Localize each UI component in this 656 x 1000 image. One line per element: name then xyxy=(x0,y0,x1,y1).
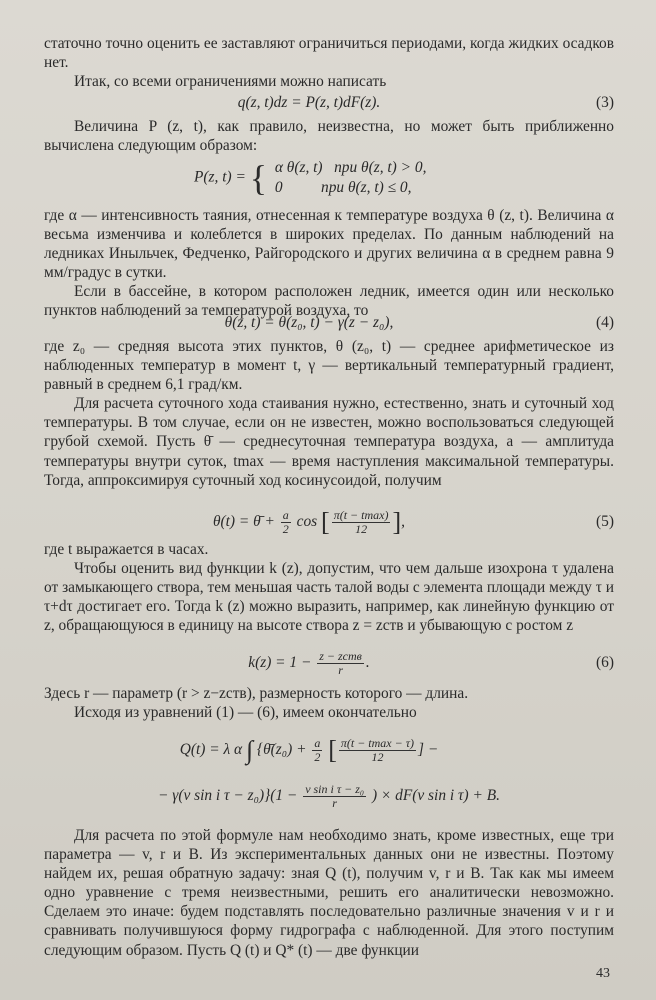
paragraph-12: Для расчета по этой формуле нам необходимо знать, кроме известных, еще три параметра — v, r и B. Из экспериментальных данных они не известны. Поэтому найдем их, решая обратную задачу: зная Q (t), получим v, r и B. Так как мы имеем одно уравнение с тремя неизвестными, решить его аналитически невозможно. Сделаем это иначе: будем подставлять последовательно различные значения v и r и сравнивать получившуюся форму гидрографа с наблюденной. Для этого поступим следующим образом. Пусть Q (t) и Q* (t) — две функции xyxy=(44,827,614,959)
page-number: 43 xyxy=(596,966,610,981)
paragraph-10: Здесь r — параметр (r > z−zств), размерность которого — длина. Исходя из уравнений (1) — (6), имеем окончательно xyxy=(44,685,469,722)
equation-3: q(z, t)dz = P(z, t)dF(z). (3) xyxy=(237,94,614,111)
equation-4: θ(z, t) = θ(z₀, t) − γ(z − z₀), (4) xyxy=(224,314,614,331)
equation-Q-line-2: − γ(v sin i τ − z₀)}(1 − $\frac{\text{v sin i τ − z₀}}{r}$ ) × dF(v sin i τ) + B. xyxy=(158,781,500,810)
paragraph-8: где t выражается в часах. Чтобы оценить вид функции k (z), допустим, что чем дальше изохрона τ удалена от замыкающего створа, тем меньшая часть талой воды с элемента площади между τ и τ+dτ достигает его. Тогда k (z) можно выразить, например, как линейную функцию от z, обращающуюся в единицу на высоте створа z = zств и убывающую с ростом z xyxy=(44,541,614,635)
paragraph-3: Величина P (z, t), как правило, неизвестна, но может быть приближенно вычислена следующим образом: xyxy=(44,118,614,155)
equation-6: k(z) = 1 − $\frac{\text{z − zств}}{r}$ . (6) xyxy=(248,648,614,677)
equation-P: P(z, t) = { α θ(z, t) при θ(z, t) > 0, 0 при θ(z, t) ≤ 0, xyxy=(194,158,427,198)
paragraph-1: статочно точно оценить ее заставляют ограничиться периодами, когда жидких осадков нет. Итак, со всеми ограничениями можно написать xyxy=(44,35,614,91)
equation-Q-line-1: Q(t) = λ α ∫ {θ̄(z₀) + $\frac{a}{2}$ [ $\frac{\pi(t - tmax - \tau)}{12}$ ] − xyxy=(179,735,439,765)
equation-5: θ(t) = θ̄ + $\frac{a}{2}$ cos [ $\frac{\pi(t - tmax)}{12}$ ], (5) xyxy=(212,507,614,537)
paragraph-6: где z₀ — средняя высота этих пунктов, θ (z₀, t) — среднее арифметическое из наблюденных температур в момент t, γ — вертикальный температурный градиент, равный в среднем 6,1 град/км. Для расчета суточного хода стаивания нужно, естественно, знать и суточный ход температуры. В том случае, если он не известен, можно воспользоваться следующей грубой схемой. Пусть θ̄ — среднесуточная температура воздуха, a — амплитуда температуры внутри суток, tmax — время наступления максимальной температуры. Тогда, аппроксимируя суточный ход косинусоидой, получим xyxy=(44,338,614,489)
paragraph-4: где α — интенсивность таяния, отнесенная к температуре воздуха θ (z, t). Величина α весьма изменчива и колеблется в широких пределах. По данным наблюдений на ледниках Иныльчек, Федченко, Райгородского и других величина α в среднем равна 9 мм/градус в сутки. Если в бассейне, в котором расположен ледник, имеется один или несколько пунктов наблюдений за температурой воздуха, то xyxy=(44,207,614,320)
